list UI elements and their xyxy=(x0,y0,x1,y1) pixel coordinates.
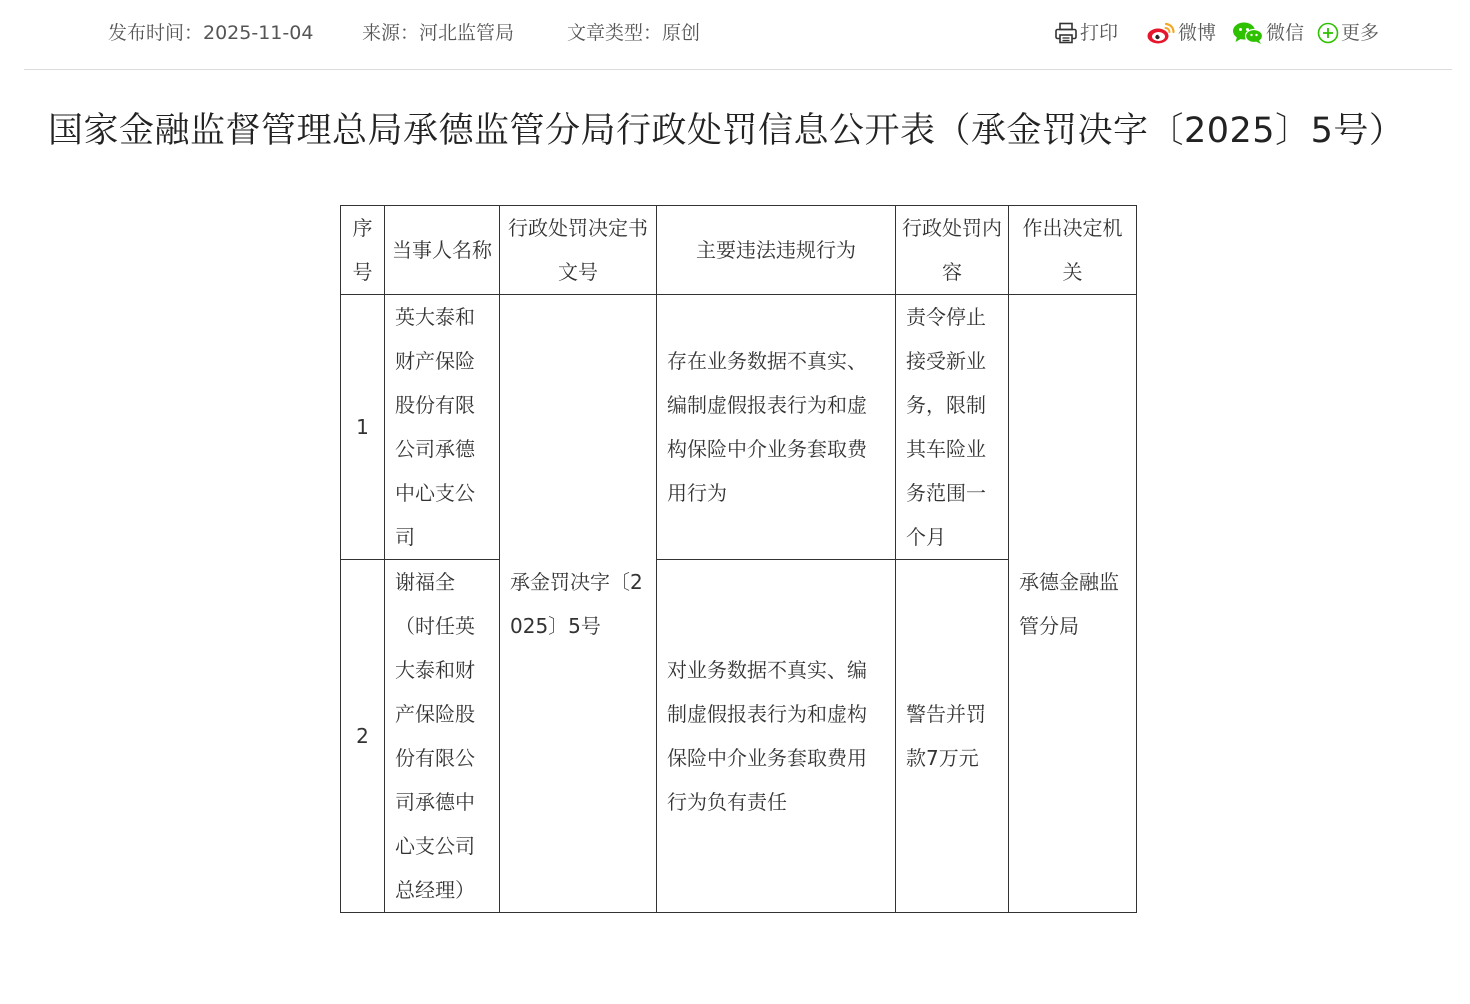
article-type: 文章类型：原创 xyxy=(567,22,701,44)
share-more-button[interactable] xyxy=(1317,19,1379,47)
wechat-icon xyxy=(1232,21,1266,45)
header-violation: 主要违法违规行为 xyxy=(657,206,896,295)
row-violation: 对业务数据不真实、编制虚假报表行为和虚构保险中介业务套取费用行为负有责任 xyxy=(657,560,896,913)
article-source: 来源：河北监管局 xyxy=(362,22,515,44)
publish-date: 发布时间：2025-11-04 xyxy=(108,22,314,44)
print-button[interactable] xyxy=(1054,19,1118,47)
row-party-name: 谢福全（时任英大泰和财产保险股份有限公司承德中心支公司总经理） xyxy=(385,560,500,913)
row-party-name: 英大泰和财产保险股份有限公司承德中心支公司 xyxy=(385,295,500,560)
row-serial-no: 1 xyxy=(341,295,385,560)
header-party-name: 当事人名称 xyxy=(385,206,500,295)
decision-number-cell: 承金罚决字〔2025〕5号 xyxy=(500,295,657,913)
table-row xyxy=(341,295,1137,560)
penalty-info-table xyxy=(340,205,1137,913)
header-authority: 作出决定机关 xyxy=(1009,206,1137,295)
printer-icon xyxy=(1054,22,1080,44)
header-serial-no: 序号 xyxy=(341,206,385,295)
header-divider xyxy=(24,69,1452,70)
weibo-icon xyxy=(1146,21,1178,45)
article-meta-bar xyxy=(0,0,1470,68)
share-weibo-button[interactable] xyxy=(1146,19,1216,47)
row-penalty: 警告并罚款7万元 xyxy=(896,560,1009,913)
print-label: 打印 xyxy=(1080,22,1119,44)
more-label: 更多 xyxy=(1341,22,1380,44)
share-wechat-button[interactable] xyxy=(1232,19,1304,47)
header-decision-no: 行政处罚决定书文号 xyxy=(500,206,657,295)
wechat-label: 微信 xyxy=(1266,22,1305,44)
row-penalty: 责令停止接受新业务，限制其车险业务范围一个月 xyxy=(896,295,1009,560)
row-violation: 存在业务数据不真实、编制虚假报表行为和虚构保险中介业务套取费用行为 xyxy=(657,295,896,560)
page-title: 国家金融监督管理总局承德监管分局行政处罚信息公开表（承金罚决字〔2025〕5号） xyxy=(48,111,1405,151)
row-serial-no: 2 xyxy=(341,560,385,913)
header-penalty: 行政处罚内容 xyxy=(896,206,1009,295)
plus-circle-icon xyxy=(1317,22,1341,44)
authority-cell: 承德金融监管分局 xyxy=(1009,295,1137,913)
table-header-row xyxy=(341,206,1137,295)
weibo-label: 微博 xyxy=(1178,22,1217,44)
